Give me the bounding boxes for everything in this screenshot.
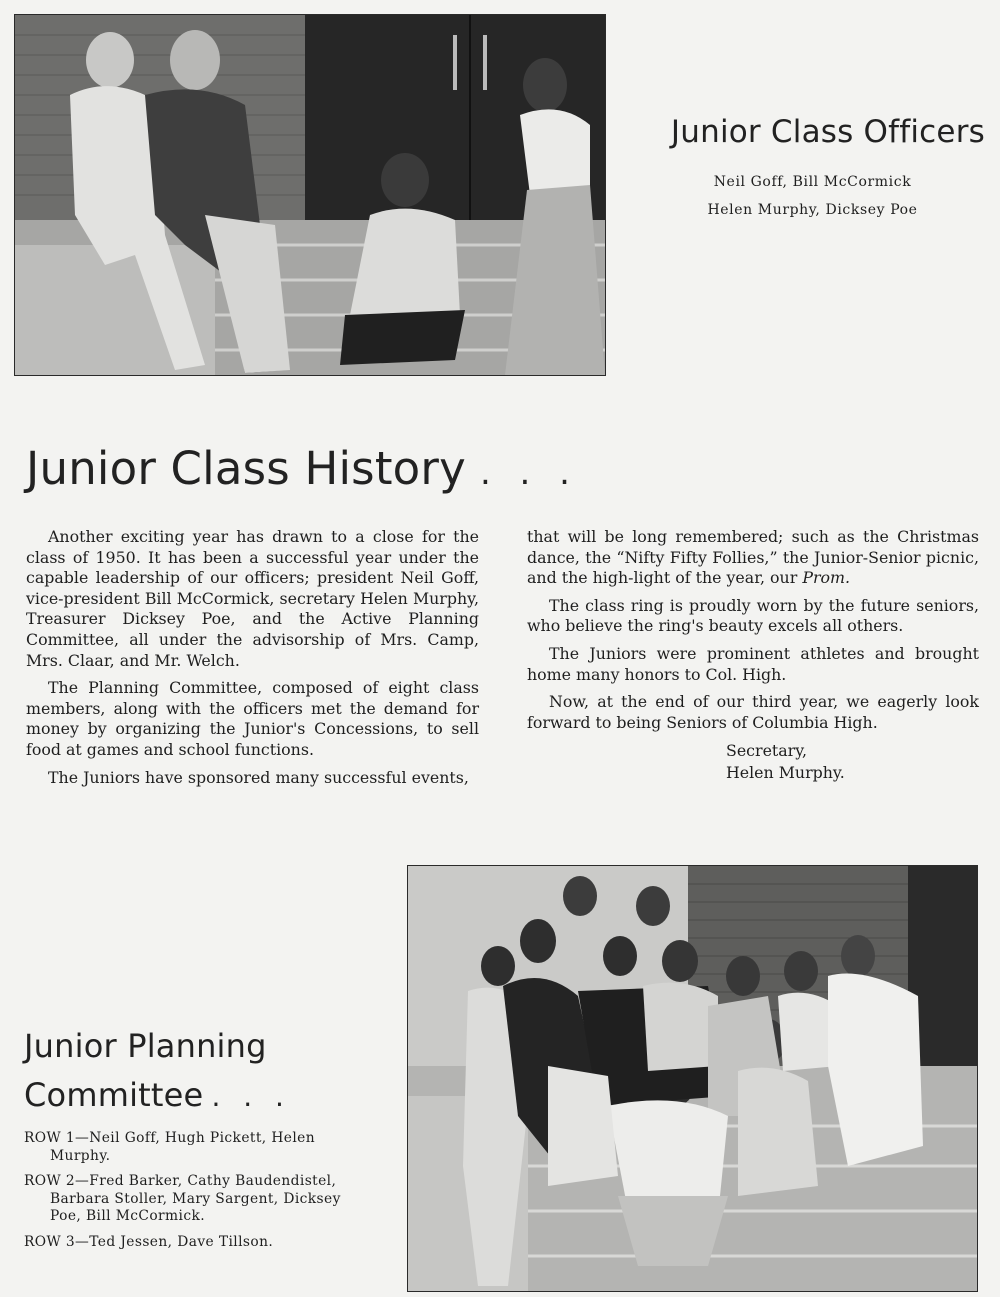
officers-photo-image: [15, 15, 605, 375]
history-paragraph: Now, at the end of our third year, we eagerly look forward to being Seniors of Columbia High.: [527, 692, 979, 732]
prom-emphasis: Prom.: [802, 568, 851, 588]
officers-names-line-1: Neil Goff, Bill McCormick: [713, 174, 912, 190]
planning-committee-title: [24, 1022, 291, 1121]
history-column-right: [527, 527, 979, 784]
signature: [527, 740, 979, 784]
signature-role: Secretary,: [726, 741, 808, 761]
history-paragraph: The class ring is proudly worn by the future seniors, who believe the ring's beauty excels all others.: [527, 595, 979, 636]
committee-photo: [407, 865, 978, 1292]
history-title-text: Junior Class History: [26, 442, 466, 495]
committee-photo-image: [408, 866, 977, 1291]
planning-title-dots: . . .: [211, 1080, 291, 1113]
history-paragraph: The Planning Committee, composed of eight class members, along with the officers met the demand for money by organizing the Junior's Concessions, to sell food at games and school functions.: [26, 678, 479, 759]
officers-names-line-2: Helen Murphy, Dicksey Poe: [707, 202, 918, 218]
history-paragraph: The Juniors have sponsored many successful events,: [48, 767, 469, 787]
history-title: [26, 442, 579, 495]
history-paragraph: The Juniors were prominent athletes and brought home many honors to Col. High.: [527, 643, 979, 684]
committee-row-1: ROW 1—Neil Goff, Hugh Pickett, Helen Murphy.: [24, 1130, 315, 1164]
planning-title-line-1: Junior Planning: [24, 1027, 267, 1065]
history-paragraph-continued: [527, 527, 979, 589]
committee-rows: [24, 1130, 364, 1259]
planning-title-line-2-text: Committee: [24, 1076, 204, 1114]
officers-caption: [640, 168, 985, 224]
officers-title: Junior Class Officers: [670, 114, 985, 150]
history-column-left: [26, 527, 479, 795]
history-paragraph-text: that will be long remembered; such as the Christmas dance, the “Nifty Fifty Follies,” the Junior-Senior picnic, and the high-light of the year, our: [527, 527, 979, 588]
committee-row-2: ROW 2—Fred Barker, Cathy Baudendistel, Barbara Stoller, Mary Sargent, Dicksey Poe, Bill McCormick.: [24, 1173, 341, 1224]
signature-name: Helen Murphy.: [726, 763, 845, 783]
committee-row-3: ROW 3—Ted Jessen, Dave Tillson.: [24, 1233, 274, 1250]
planning-title-line-2: [24, 1071, 291, 1121]
history-title-dots: . . .: [479, 453, 579, 493]
officers-photo: [14, 14, 606, 376]
history-paragraph: Another exciting year has drawn to a close for the class of 1950. It has been a successful year under the capable leadership of our officers; president Neil Goff, vice-president Bill McCormick, secretary Helen Murphy, Treasurer Dicksey Poe, and the Active Planning Committee, all under the advisorship of Mrs. Camp, Mrs. Claar, and Mr. Welch.: [26, 527, 479, 670]
